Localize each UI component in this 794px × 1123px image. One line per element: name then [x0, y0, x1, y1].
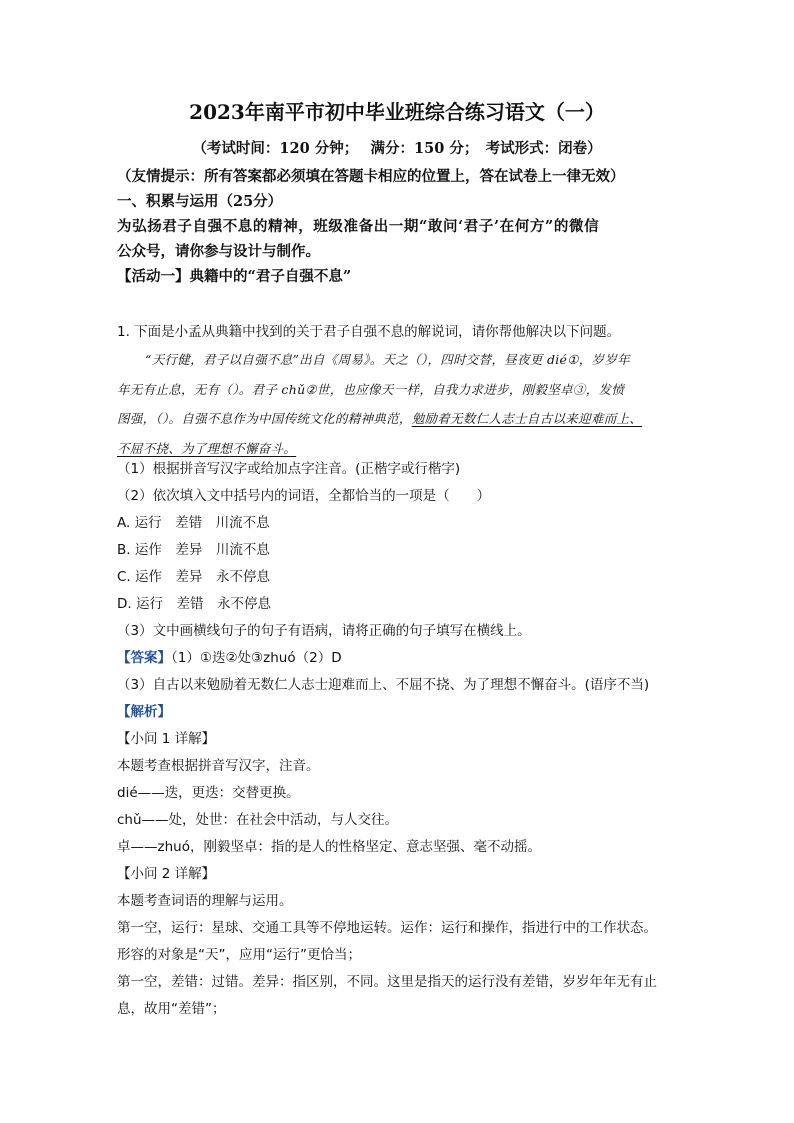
- option-d: D. 运行 差错 永不停息: [117, 596, 271, 612]
- answer-line-1: [117, 645, 687, 672]
- detail-1-label: 【小问 1 详解】: [117, 731, 216, 747]
- sub-question-2: （2）依次填入文中括号内的词语，全都恰当的一项是（ ）: [117, 488, 491, 504]
- underlined-sentence-part-2: 不屈不挠、为了理想不懈奋斗。: [117, 440, 297, 456]
- detail-1-line: 本题考查根据拼音写汉字，注音。: [117, 758, 320, 774]
- detail-2-label: 【小问 2 详解】: [117, 866, 216, 882]
- option-b: B. 运作 差异 川流不息: [117, 542, 270, 558]
- analysis-label: 【解析】: [117, 704, 171, 720]
- detail-1-line: chǔ——处，处世：在社会中活动，与人交往。: [117, 812, 399, 828]
- intro-line-1: 为弘扬君子自强不息的精神，班级准备出一期“敢问‘君子’在何方”的微信: [117, 218, 600, 235]
- sub-question-1: （1）根据拼音写汉字或给加点字注音。(正楷字或行楷字): [117, 461, 461, 477]
- question-1-stem: 1. 下面是小孟从典籍中找到的关于君子自强不息的解说词，请你帮他解决以下问题。: [117, 324, 621, 340]
- passage-line-2: 年无有止息，无有（）。君子 chǔ②世，也应像天一样，自我力求进步，刚毅坚卓③，发愤: [117, 381, 625, 397]
- answer-line-2: （3）自古以来勉励着无数仁人志士迎难而上、不屈不挠、为了理想不懈奋斗。(语序不当): [117, 677, 650, 693]
- passage-line-3: [117, 404, 687, 434]
- answer-label: 【答案】: [117, 650, 171, 666]
- page-title: 2023年南平市初中毕业班综合练习语文（一）: [189, 100, 605, 124]
- passage: [117, 345, 687, 463]
- section-heading: 一、积累与运用（25分）: [117, 193, 283, 210]
- detail-1-line: dié——迭，更迭：交替更换。: [117, 785, 300, 801]
- detail-2-line: 形容的对象是“天”，应用“运行”更恰当；: [117, 947, 361, 963]
- exam-info: （考试时间：120 分钟； 满分：150 分； 考试形式：闭卷）: [192, 140, 602, 157]
- question-1: [117, 319, 687, 346]
- passage-line-3-text: 图强，（）。自强不息作为中国传统文化的精神典范，: [117, 411, 412, 426]
- activity-heading: 【活动一】典籍中的“君子自强不息”: [117, 268, 352, 285]
- answer-text: （1）①迭②处③zhuó（2）D: [171, 650, 342, 666]
- underlined-sentence-part-1: 勉励着无数仁人志士自古以来迎难而上、: [411, 411, 643, 426]
- sub-question-3: （3）文中画横线句子的句子有语病，请将正确的句子填写在横线上。: [117, 623, 531, 639]
- reminder-text: （友情提示：所有答案都必须填在答题卡相应的位置上，答在试卷上一律无效）: [117, 168, 625, 185]
- detail-2-line: 息，故用“差错”；: [117, 1001, 226, 1017]
- option-c: C. 运作 差异 永不停息: [117, 569, 271, 585]
- reminder: [117, 164, 717, 289]
- intro-line-2: 公众号，请你参与设计与制作。: [117, 243, 320, 260]
- detail-2-line: 第一空，差错：过错。差异：指区别，不同。这里是指天的运行没有差错，岁岁年年无有止: [117, 974, 657, 990]
- option-a: A. 运行 差错 川流不息: [117, 515, 270, 531]
- sub-questions: [117, 456, 687, 1023]
- passage-line-1: “天行健，君子以自强不息”出自《周易》。天之（），四时交替，昼夜更 dié①，岁岁年: [145, 352, 630, 367]
- detail-2-line: 第一空，运行：星球、交通工具等不停地运转。运作：运行和操作，指进行中的工作状态。: [117, 920, 657, 936]
- detail-2-line: 本题考查词语的理解与运用。: [117, 893, 293, 909]
- detail-1-line: 卓——zhuó，刚毅坚卓：指的是人的性格坚定、意志坚强、毫不动摇。: [117, 839, 541, 855]
